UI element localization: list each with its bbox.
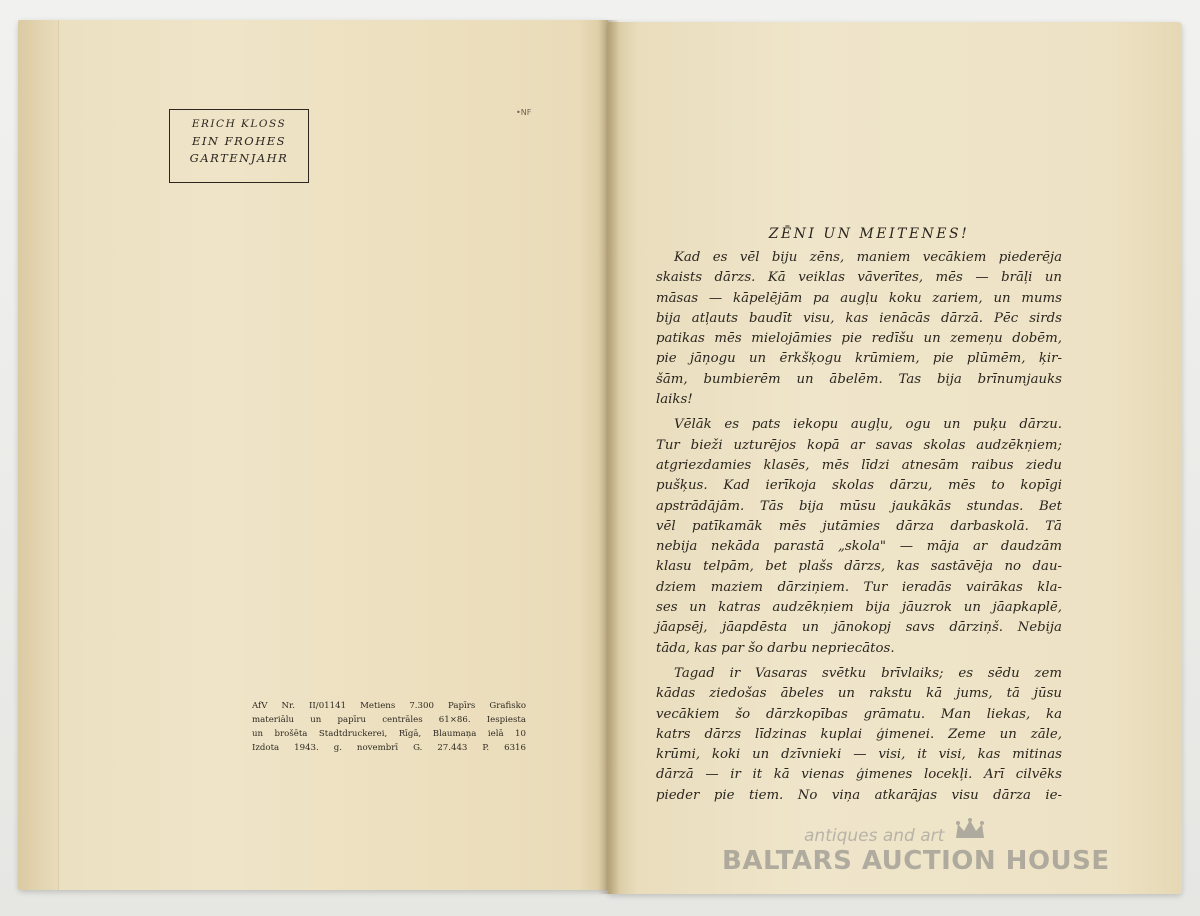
text-line: kādas ziedošas ābeles un rakstu kā jums, tā jūsu (656, 686, 1062, 702)
text-line: Tagad ir Vasaras svētku brīvlaiks; es sēdu zem (674, 665, 1062, 681)
imprint-line: un brošēta Stadtdruckerei, Rīgā, Blaumaņa ielā 10 (252, 729, 526, 739)
left-page (18, 20, 608, 890)
crown-icon (954, 818, 986, 842)
text-line: dārzā — ir it kā vienas ģimenes locekļi. Arī cilvēks (656, 767, 1062, 783)
title-label-box (169, 109, 309, 183)
paragraph-2 (656, 415, 1062, 659)
book-title-line-2: GARTENJAHR (189, 151, 289, 165)
text-line: dziem maziem dārziņiem. Tur ieradās vairākas kla- (656, 579, 1062, 595)
text-line: Kad es vēl biju zēns, maniem vecākiem piederēja (674, 250, 1062, 265)
pencil-mark: •NF (516, 108, 532, 117)
page-edge (18, 20, 59, 890)
text-line: patikas mēs mielojāmies pie redīšu un zemeņu dobēm, (656, 331, 1062, 347)
text-line: pušķus. Kad ierīkoja skolas dārzu, mēs to kopīgi (656, 478, 1062, 494)
text-line: tāda, kas par šo darbu nepriecātos. (656, 640, 895, 656)
watermark-brand: BALTARS AUCTION HOUSE (722, 846, 1110, 876)
text-line: Vēlāk es pats iekopu augļu, ogu un puķu dārzu. (674, 417, 1062, 433)
imprint-line: Izdota 1943. g. novembrī G. 27.443 P. 6316 (252, 743, 526, 753)
text-line: pie jāņogu un ērkšķogu krūmiem, pie plūmēm, ķir- (656, 351, 1062, 367)
right-page-text (656, 226, 1062, 811)
text-line: katrs dārzs līdzinas kuplai ģimenei. Zeme un zāle, (656, 726, 1062, 742)
text-line: šām, bumbierēm un ābelēm. Tas bija brīnumjauks (656, 371, 1062, 387)
text-line: bija atļauts baudīt visu, kas ienācās dārzā. Pēc sirds (656, 310, 1062, 326)
text-line: krūmi, koki un dzīvnieki — visi, it visi, kas mitinas (656, 747, 1062, 763)
text-line: skaists dārzs. Kā veiklas vāverītes, mēs — brāļi un (656, 270, 1062, 286)
text-line: vecākiem šo dārzkopības grāmatu. Man liekas, ka (656, 706, 1062, 722)
page-heading: ZĒNI UN MEITENES! (768, 226, 970, 242)
book-title-line-1: EIN FROHES (191, 134, 287, 148)
paragraph-3 (656, 664, 1062, 806)
text-line: apstrādājām. Tās bija mūsu jaukākās stundas. Bet (656, 498, 1062, 514)
text-line: nebija nekāda parastā „skola" — māja ar daudzām (656, 539, 1062, 555)
text-line: ses un katras audzēkņiem bija jāuzrok un jāapkaplē, (656, 600, 1062, 616)
author-name: ERICH KLOSS (191, 118, 287, 130)
auction-house-watermark (722, 826, 1122, 896)
book-spine (598, 20, 620, 894)
text-line: Tur bieži uzturējos kopā ar savas skolas audzēkņiem; (656, 437, 1062, 453)
imprint-text (252, 699, 526, 755)
text-line: jāapsēj, jāapdēsta un jānokopj savs dārziņš. Nebija (656, 620, 1062, 636)
text-line: pieder pie tiem. No viņa atkarājas visu dārza ie- (656, 787, 1062, 803)
text-line: atgriezdamies klasēs, mēs līdzi atnesām raibus ziedu (656, 457, 1062, 473)
text-line: klasu telpām, bet plašs dārzs, kas sastāvēja no dau- (656, 559, 1062, 575)
paragraph-1 (656, 248, 1062, 410)
text-line: vēl patīkamāk mēs jutāmies dārza darbaskolā. Tā (656, 518, 1062, 534)
imprint-line: materiālu un papīru centrāles 61×86. Iespiesta (252, 715, 526, 725)
imprint-line: AfV Nr. II/01141 Metiens 7.300 Papīrs Grafisko (252, 701, 526, 711)
text-line: laiks! (656, 392, 693, 408)
text-line: māsas — kāpelējām pa augļu koku zariem, un mums (656, 290, 1062, 306)
watermark-tagline: antiques and art (804, 826, 945, 846)
